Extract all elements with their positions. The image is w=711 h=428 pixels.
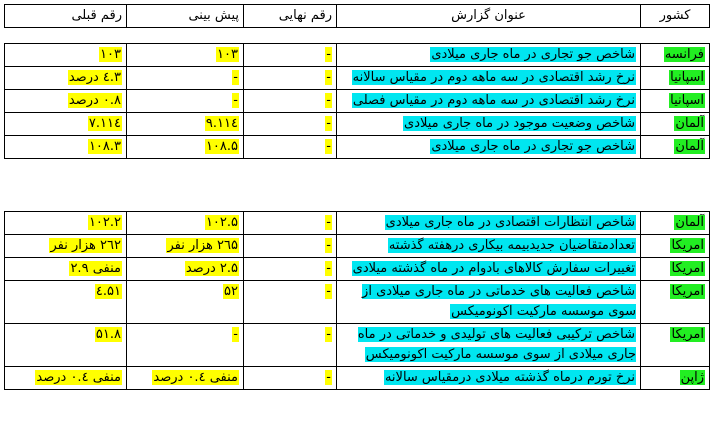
previous-value-cell-text: ۵۱.٤	[95, 284, 121, 299]
country-cell-text: امریکا	[671, 261, 704, 276]
report-title-cell	[337, 281, 641, 324]
report-title-cell-text: شاخص جو تجاری در ماه جاری میلادی	[431, 47, 635, 62]
country-cell	[641, 212, 710, 235]
country-cell-text: ژاپن	[680, 370, 704, 385]
country-cell	[641, 235, 710, 258]
final-value-cell	[244, 113, 337, 136]
forecast-cell	[127, 136, 244, 159]
report-title-cell	[337, 258, 641, 281]
forecast-cell	[127, 367, 244, 390]
forecast-cell	[127, 44, 244, 67]
previous-value-cell	[5, 235, 127, 258]
previous-value-cell	[5, 258, 127, 281]
previous-value-cell-text: منفی ۲.۹	[70, 261, 121, 276]
report-title-cell-text: شاخص فعالیت های خدماتی در ماه جاری میلادی از سوی موسسه مارکیت اکونومیکس	[362, 284, 636, 319]
previous-value-cell	[5, 324, 127, 367]
final-value-cell-text: -	[326, 327, 331, 342]
country-cell	[641, 44, 710, 67]
previous-value-cell	[5, 113, 127, 136]
forecast-cell-text: -	[233, 327, 238, 342]
forecast-cell	[127, 90, 244, 113]
report-title-cell-text: شاخص انتظارات اقتصادی در ماه جاری میلادی	[385, 215, 635, 230]
header-forecast: پیش بینی	[127, 5, 244, 28]
table-row	[5, 44, 710, 67]
forecast-cell	[127, 67, 244, 90]
table-row	[5, 90, 710, 113]
report-title-cell-text: شاخص وضعیت موجود در ماه جاری میلادی	[404, 116, 635, 131]
final-value-cell	[244, 324, 337, 367]
country-cell	[641, 113, 710, 136]
forecast-cell-text: -	[233, 93, 238, 108]
group-1-body	[5, 44, 710, 159]
previous-value-cell-text: ۳.٤ درصد	[68, 70, 121, 85]
forecast-cell-text: ۲.۵ درصد	[185, 261, 238, 276]
report-title-cell-text: تغییرات سفارش کالاهای بادوام در ماه گذشته میلادی	[352, 261, 635, 276]
forecast-cell-text: ۵۲	[224, 284, 238, 299]
table-row	[5, 113, 710, 136]
country-cell	[641, 136, 710, 159]
previous-value-cell-text: منفی ۰.٤ درصد	[36, 370, 121, 385]
report-title-cell-text: شاخص ترکیبی فعالیت های تولیدی و خدماتی در ماه جاری میلادی از سوی موسسه مارکیت اکونومیکس	[357, 327, 636, 362]
final-value-cell	[244, 67, 337, 90]
table-row	[5, 136, 710, 159]
group-2-body	[5, 212, 710, 390]
previous-value-cell	[5, 67, 127, 90]
previous-value-cell	[5, 44, 127, 67]
previous-value-cell-text: ۱۰۳	[100, 47, 121, 62]
final-value-cell-text: -	[326, 116, 331, 131]
previous-value-cell-text: ۲٦۲ هزار نفر	[50, 238, 121, 253]
final-value-cell	[244, 90, 337, 113]
header-country: کشور	[641, 5, 710, 28]
report-title-cell	[337, 90, 641, 113]
header-table	[4, 4, 710, 28]
country-cell-text: اسپانیا	[670, 70, 704, 85]
previous-value-cell-text: ۱۱٤.۷	[88, 116, 121, 131]
report-table-group-1	[4, 43, 710, 159]
forecast-cell	[127, 324, 244, 367]
table-row	[5, 281, 710, 324]
final-value-cell-text: -	[326, 139, 331, 154]
forecast-cell-text: ۱۰۳	[217, 47, 238, 62]
table-row	[5, 235, 710, 258]
final-value-cell	[244, 136, 337, 159]
final-value-cell	[244, 44, 337, 67]
table-row	[5, 367, 710, 390]
forecast-cell-text: -	[233, 70, 238, 85]
country-cell	[641, 258, 710, 281]
forecast-cell	[127, 113, 244, 136]
previous-value-cell-text: ۱۰۸.۳	[88, 139, 121, 154]
final-value-cell	[244, 258, 337, 281]
final-value-cell	[244, 235, 337, 258]
forecast-cell-text: ۱۱٤.۹	[205, 116, 238, 131]
forecast-cell	[127, 258, 244, 281]
report-title-cell	[337, 44, 641, 67]
header-final: رقم نهایی	[244, 5, 337, 28]
report-title-cell-text: نرخ رشد اقتصادی در سه ماهه دوم در مقیاس فصلی	[352, 93, 635, 108]
final-value-cell-text: -	[326, 238, 331, 253]
previous-value-cell-text: ۱۰۲.۲	[88, 215, 121, 230]
country-cell-text: امریکا	[671, 284, 704, 299]
country-cell-text: امریکا	[671, 238, 704, 253]
report-title-cell	[337, 136, 641, 159]
country-cell-text: آلمان	[675, 215, 704, 230]
report-title-cell-text: نرخ تورم درماه گذشته میلادی درمقیاس سالانه	[384, 370, 635, 385]
country-cell	[641, 281, 710, 324]
country-cell-text: اسپانیا	[670, 93, 704, 108]
forecast-cell-text: ۱۰۸.۵	[205, 139, 238, 154]
table-row	[5, 212, 710, 235]
table-row	[5, 67, 710, 90]
report-title-cell	[337, 367, 641, 390]
country-cell-text: امریکا	[671, 327, 704, 342]
country-cell	[641, 90, 710, 113]
final-value-cell-text: -	[326, 261, 331, 276]
table-row	[5, 324, 710, 367]
final-value-cell-text: -	[326, 370, 331, 385]
country-cell	[641, 67, 710, 90]
final-value-cell-text: -	[326, 70, 331, 85]
previous-value-cell	[5, 90, 127, 113]
report-title-cell	[337, 235, 641, 258]
forecast-cell	[127, 281, 244, 324]
header-row	[5, 5, 710, 28]
forecast-cell-text: منفی ۰.٤ درصد	[153, 370, 238, 385]
final-value-cell-text: -	[326, 47, 331, 62]
country-cell	[641, 324, 710, 367]
previous-value-cell	[5, 281, 127, 324]
country-cell	[641, 367, 710, 390]
header-title: عنوان گزارش	[337, 5, 641, 28]
final-value-cell-text: -	[326, 284, 331, 299]
country-cell-text: آلمان	[675, 116, 704, 131]
table-row	[5, 258, 710, 281]
report-title-cell-text: نرخ رشد اقتصادی در سه ماهه دوم در مقیاس سالانه	[352, 70, 635, 85]
previous-value-cell	[5, 367, 127, 390]
report-title-cell	[337, 212, 641, 235]
final-value-cell	[244, 212, 337, 235]
previous-value-cell	[5, 136, 127, 159]
report-title-cell	[337, 113, 641, 136]
report-title-cell	[337, 67, 641, 90]
report-title-cell-text: تعدادمتقاضیان جدیدبیمه بیکاری درهفته گذشته	[388, 238, 635, 253]
country-cell-text: آلمان	[675, 139, 704, 154]
previous-value-cell-text: ۵۱.۸	[95, 327, 121, 342]
previous-value-cell-text: ۰.۸ درصد	[68, 93, 121, 108]
country-cell-text: فرانسه	[664, 47, 704, 62]
forecast-cell-text: ۲٦۵ هزار نفر	[167, 238, 238, 253]
final-value-cell-text: -	[326, 93, 331, 108]
forecast-cell	[127, 235, 244, 258]
final-value-cell	[244, 367, 337, 390]
report-title-cell-text: شاخص جو تجاری در ماه جاری میلادی	[431, 139, 635, 154]
report-table-group-2	[4, 211, 710, 390]
header-previous: رقم قبلی	[5, 5, 127, 28]
forecast-cell	[127, 212, 244, 235]
final-value-cell	[244, 281, 337, 324]
previous-value-cell	[5, 212, 127, 235]
report-title-cell	[337, 324, 641, 367]
final-value-cell-text: -	[326, 215, 331, 230]
forecast-cell-text: ۱۰۲.۵	[205, 215, 238, 230]
